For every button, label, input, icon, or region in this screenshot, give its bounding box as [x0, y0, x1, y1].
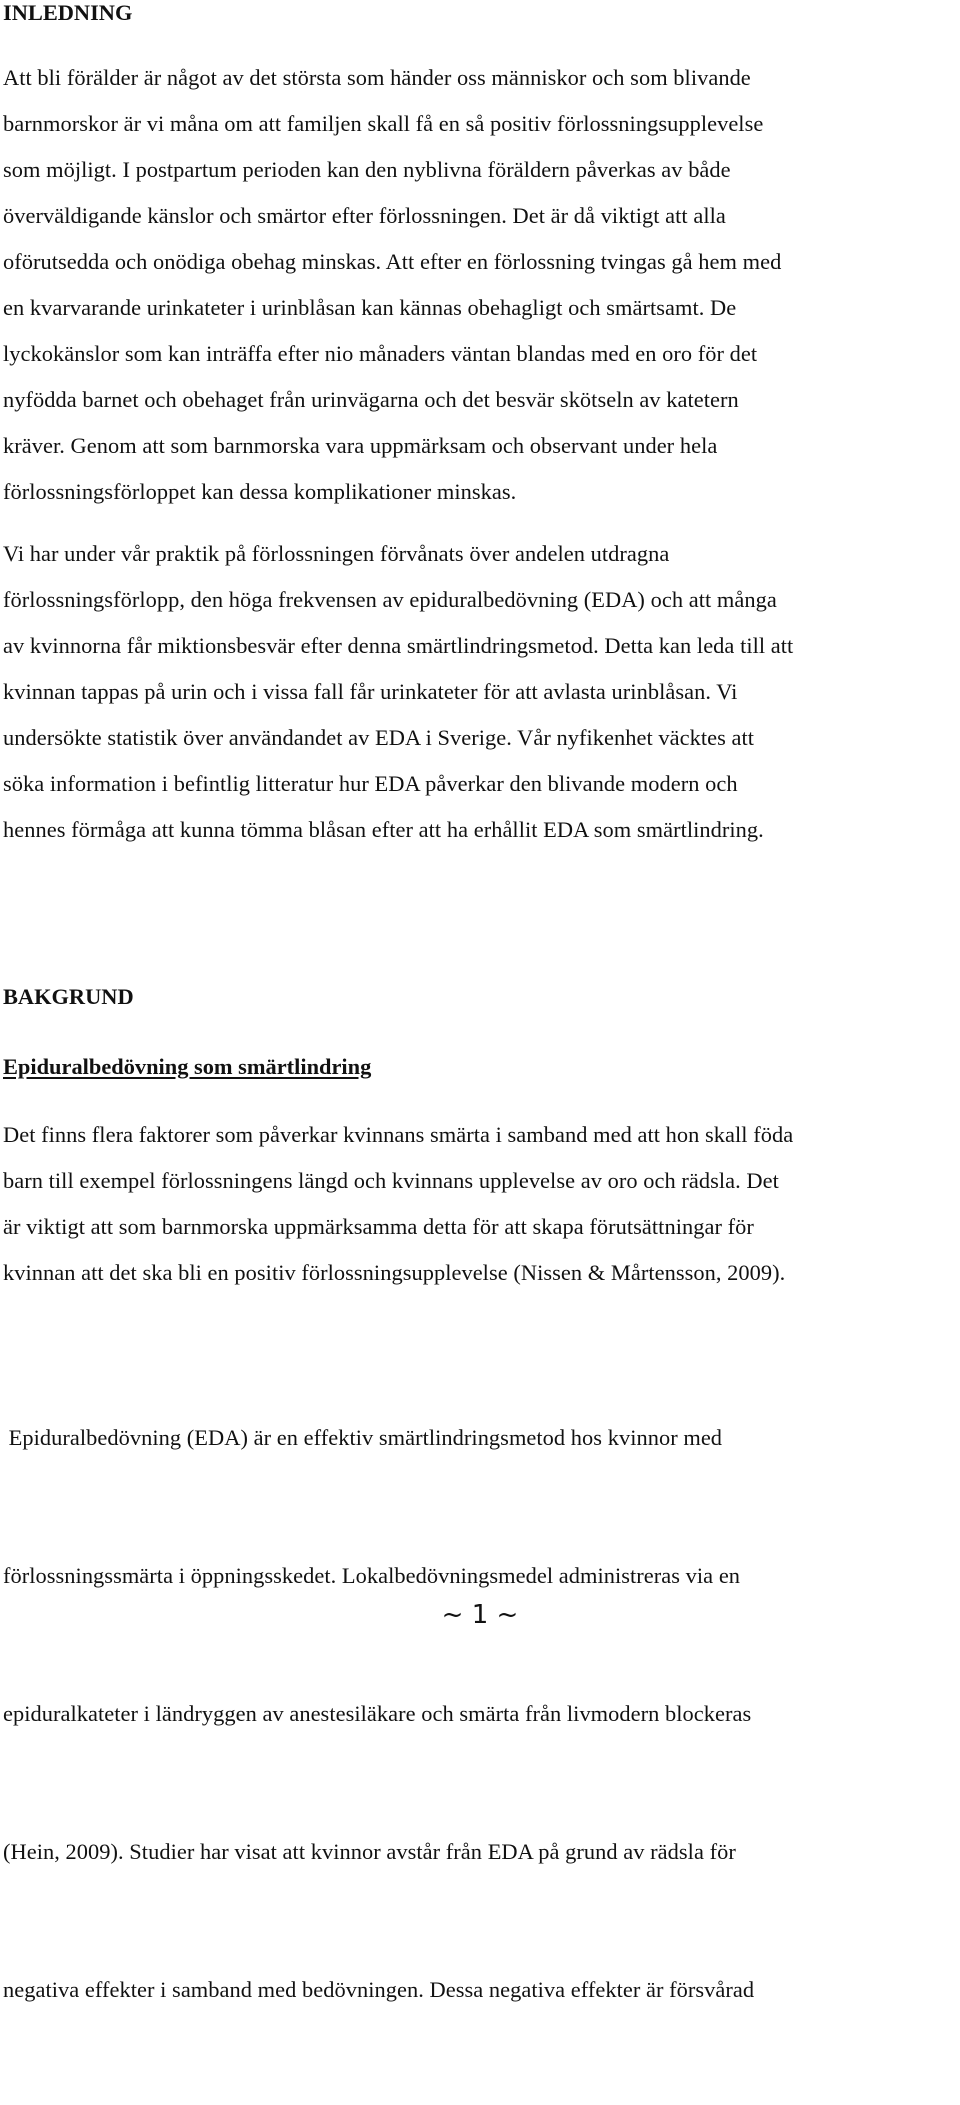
text-line: Epiduralbedövning (EDA) är en effektiv smärtlindringsmetod hos kvinnor med — [3, 1425, 723, 1450]
text-line: Vi har under vår praktik på förlossningen förvånats över andelen utdragna — [3, 541, 670, 566]
text-line: en kvarvarande urinkateter i urinblåsan kan kännas obehagligt och smärtsamt. De — [3, 295, 737, 320]
text-line: oförutsedda och onödiga obehag minskas. Att efter en förlossning tvingas gå hem med — [3, 249, 782, 274]
text-line: (Hein, 2009). Studier har visat att kvinnor avstår från EDA på grund av rädsla för — [3, 1839, 736, 1864]
text-line: av kvinnorna får miktionsbesvär efter denna smärtlindringsmetod. Detta kan leda till att — [3, 633, 794, 658]
text-line: Det finns flera faktorer som påverkar kvinnans smärta i samband med att hon skall föda — [3, 1122, 794, 1147]
text-line: förlossningssmärta i öppningsskedet. Lokalbedövningsmedel administreras via en — [3, 1563, 741, 1588]
text-line: som möjligt. I postpartum perioden kan den nyblivna föräldern påverkas av både — [3, 157, 731, 182]
text-line: överväldigande känslor och smärtor efter förlossningen. Det är då viktigt att alla — [3, 203, 726, 228]
text-line: undersökte statistik över användandet av EDA i Sverige. Vår nyfikenhet väcktes att — [3, 725, 755, 750]
intro-paragraph-2 — [3, 531, 958, 853]
text-line: Att bli förälder är något av det största som händer oss människor och som blivande — [3, 65, 751, 90]
text-line: kvinnan tappas på urin och i vissa fall får urinkateter för att avlasta urinblåsan. Vi — [3, 679, 738, 704]
text-line: epiduralkateter i ländryggen av anestesiläkare och smärta från livmodern blockeras — [3, 1701, 752, 1726]
text-line: förlossningsförloppet kan dessa komplikationer minskas. — [3, 479, 517, 504]
text-line: kvinnan att det ska bli en positiv förlossningsupplevelse (Nissen & Mårtensson, 2009). — [3, 1260, 786, 1285]
text-line: negativa effekter i samband med bedövningen. Dessa negativa effekter är försvårad — [3, 1977, 755, 2002]
background-heading: BAKGRUND — [3, 984, 134, 1009]
text-line: hennes förmåga att kunna tömma blåsan efter att ha erhållit EDA som smärtlindring. — [3, 817, 764, 842]
text-line: kräver. Genom att som barnmorska vara uppmärksam och observant under hela — [3, 433, 718, 458]
section-subheading: Epiduralbedövning som smärtlindring — [3, 1054, 372, 1079]
text-line: förlossningsförlopp, den höga frekvensen av epiduralbedövning (EDA) och att många — [3, 587, 777, 612]
intro-paragraph-1 — [3, 55, 958, 515]
background-paragraph-2 — [3, 1323, 958, 2105]
page-number: ~ 1 ~ — [441, 1600, 519, 1630]
text-line: barn till exempel förlossningens längd och kvinnans upplevelse av oro och rädsla. Det — [3, 1168, 779, 1193]
background-paragraph-1 — [3, 1112, 958, 1296]
intro-heading: INLEDNING — [3, 0, 133, 25]
text-line: nyfödda barnet och obehaget från urinvägarna och det besvär skötseln av katetern — [3, 387, 739, 412]
text-line: söka information i befintlig litteratur hur EDA påverkar den blivande modern och — [3, 771, 738, 796]
text-line: barnmorskor är vi måna om att familjen skall få en så positiv förlossningsupplevelse — [3, 111, 764, 136]
text-line: är viktigt att som barnmorska uppmärksamma detta för att skapa förutsättningar för — [3, 1214, 754, 1239]
text-line: lyckokänslor som kan inträffa efter nio månaders väntan blandas med en oro för det — [3, 341, 758, 366]
